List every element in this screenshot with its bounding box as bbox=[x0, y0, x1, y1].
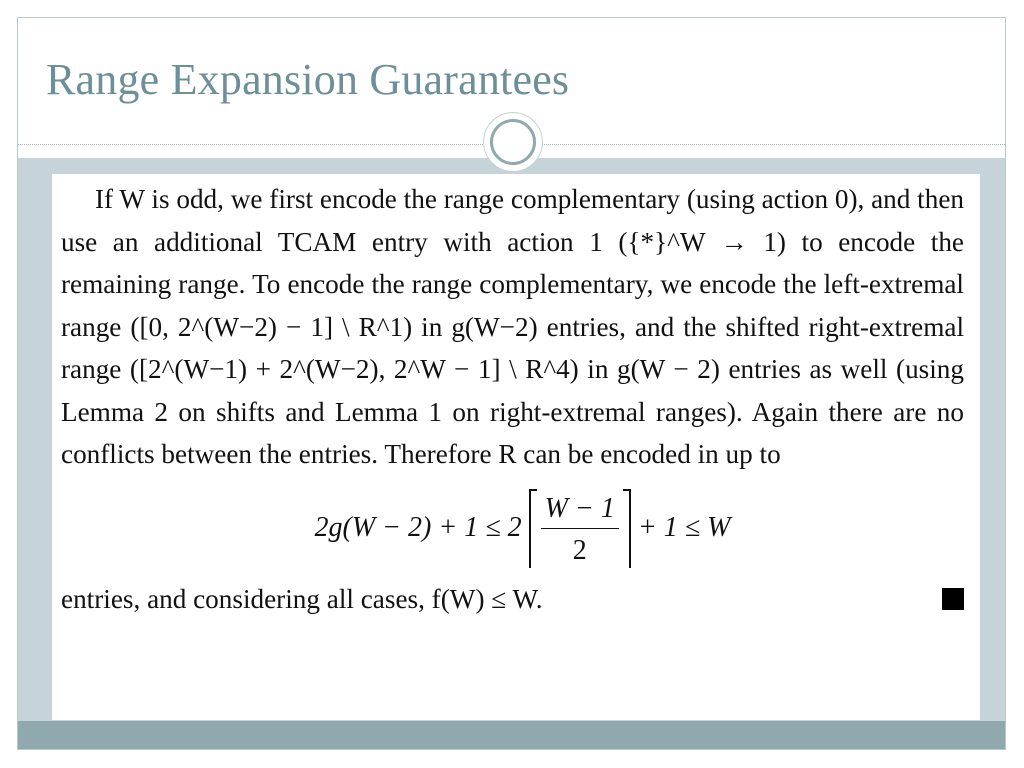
proof-paragraph: If W is odd, we first encode the range complementary (using action 0), and then use an additional TCAM entry with action 1 ({*}^W → 1) to encode the remaining range. To encode the range complementary, we encode the left-extremal range ([0, 2^(W−2) − 1] \ R^1) in g(W−2) entries, and the shifted right-extremal range ([2^(W−1) + 2^(W−2), 2^W − 1] \ R^4) in g(W − 2) entries as well (using Lemma 2 on shifts and Lemma 1 on right-extremal ranges). Again there are no conflicts between the entries. Therefore R can be encoded in up to bbox=[61, 184, 964, 469]
proof-text-image bbox=[52, 174, 980, 720]
closing-text: entries, and considering all cases, f(W) ≤ W. bbox=[61, 583, 543, 614]
footer-band bbox=[18, 721, 1005, 749]
qed-square-icon bbox=[942, 588, 964, 610]
slide-title: Range Expansion Guarantees bbox=[46, 55, 570, 104]
display-formula bbox=[81, 478, 964, 578]
closing-line bbox=[61, 578, 964, 620]
formula-ceiling-fraction bbox=[529, 491, 631, 568]
circle-ring-icon bbox=[484, 113, 542, 171]
circle-ring-inner bbox=[490, 119, 536, 165]
formula-left: 2g(W − 2) + 1 ≤ 2 bbox=[314, 511, 522, 543]
formula-numerator: W − 1 bbox=[541, 491, 619, 529]
formula-right: + 1 ≤ W bbox=[637, 511, 731, 543]
formula-denominator: 2 bbox=[572, 534, 587, 566]
